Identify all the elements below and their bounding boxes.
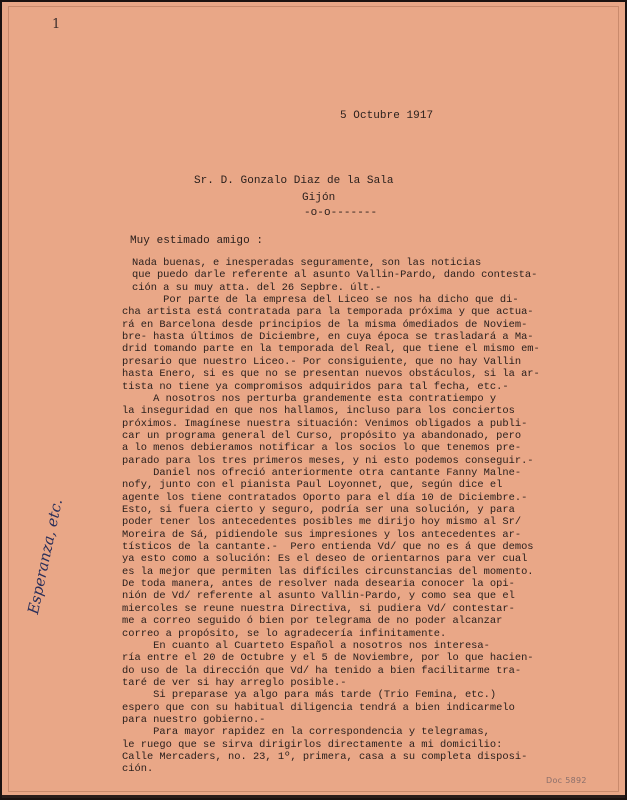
body-line: parado para los tres primeros meses, y ni esto podemos conseguir.- <box>122 454 534 467</box>
recipient-name: Sr. D. Gonzalo Diaz de la Sala <box>194 175 394 187</box>
body-line: próximos. Imagínese nuestra situación: Venimos obligados a publi- <box>122 417 528 430</box>
body-line: agente los tiene contratados Oporto para el día 10 de Diciembre.- <box>122 491 528 504</box>
body-line: poder tener los antecedentes posibles me dirijo hoy mismo al Sr/ <box>122 516 522 529</box>
body-line: es la mejor que permiten las difíciles circunstancias del momento. <box>122 565 534 578</box>
body-line: De toda manera, antes de resolver nada desearia conocer la opi- <box>122 578 515 591</box>
body-line: me a correo seguido ó bien por telegrama de no poder alcanzar <box>122 615 503 628</box>
body-line: tísticos de la cantante.- Pero entienda Vd/ que no es á que demos <box>122 541 534 554</box>
body-line: Daniel nos ofreció anteriormente otra cantante Fanny Malne- <box>122 466 522 479</box>
body-line: Esto, si fuera cierto y seguro, podría ser una solución, y para <box>122 504 515 516</box>
body-line: hasta Enero, si es que no se presentan nuevos obstáculos, si la ar- <box>122 368 540 381</box>
body-line: nofy, junto con el pianista Paul Loyonnet, que, según dice el <box>122 479 503 492</box>
body-line: miercoles se reune nuestra Directiva, si pudiera Vd/ contestar- <box>122 602 515 615</box>
body-line: bre- hasta últimos de Diciembre, en cuya época se trasladará a Ma- <box>122 331 534 344</box>
body-line: Moreira de Sá, pidiendole sus impresiones y los antecedentes ar- <box>122 528 522 541</box>
body-line: cha artista está contratada para la temporada próxima y que actua- <box>122 306 534 319</box>
body-line: para nuestro gobierno.- <box>122 713 266 726</box>
body-line: En cuanto al Cuarteto Español a nosotros nos interesa- <box>122 639 490 652</box>
body-line: la inseguridad en que nos hallamos, incluso para los conciertos <box>122 405 515 418</box>
letter-date: 5 Octubre 1917 <box>340 110 434 122</box>
body-line: ya esto como a solución: Es el deseo de orientarnos para ver cual <box>122 553 528 566</box>
body-line: correo a propósito, se lo agradecería infinitamente. <box>122 627 447 640</box>
body-line: Para mayor rapidez en la correspondencia y telegramas, <box>122 726 490 739</box>
address-rule: -o-o------- <box>304 207 378 219</box>
body-line: tista no tiene ya compromisos adquiridos para tal fecha, etc.- <box>122 380 509 393</box>
body-line: nión de Vd/ referente al asunto Vallin-Pardo, y como sea que el <box>122 590 515 603</box>
body-line: drid tomando parte en la temporada del Real, que tiene el mismo em- <box>122 343 540 356</box>
body-line: taré de ver si hay arreglo posible.- <box>122 676 347 689</box>
body-line: Por parte de la empresa del Liceo se nos ha dicho que di- <box>132 294 519 307</box>
body-line: ción. <box>122 763 154 776</box>
body-line: a lo menos debieramos notificar a los socios lo que tenemos pre- <box>122 442 522 455</box>
body-line: rá en Barcelona desde principios de la misma ómediados de Noviem- <box>122 318 528 331</box>
body-line: car un programa general del Curso, propósito ya abandonado, pero <box>122 429 522 442</box>
scan-edge <box>2 795 625 798</box>
body-line: Nada buenas, e inesperadas seguramente, son las noticias <box>132 257 482 269</box>
body-line: presario que nuestro Liceo.- Por consiguiente, que no hay Vallin <box>122 355 522 368</box>
corner-mark: 1 <box>52 17 61 32</box>
body-line: que puedo darle referente al asunto Vallin-Pardo, dando contesta- <box>132 269 538 282</box>
body-line: le ruego que se sirva dirigirlos directamente a mi domicilio: <box>122 738 503 751</box>
body-line: do uso de la dirección que Vd/ ha tenido a bien facilitarme tra- <box>122 664 522 677</box>
body-line: ría entre el 20 de Octubre y el 5 de Noviembre, por lo que hacien- <box>122 652 534 665</box>
body-line: espero que con su habitual diligencia tendrá a bien indicarmelo <box>122 701 515 714</box>
body-line: Calle Mercaders, no. 23, 1º, primera, casa a su completa disposi- <box>122 751 528 763</box>
body-line: ción a su muy atta. del 26 Sepbre. últ.- <box>132 281 382 294</box>
salutation: Muy estimado amigo : <box>130 235 264 247</box>
handwritten-margin-note: Esperanza, etc. <box>24 497 67 616</box>
body-line: Si preparase ya algo para más tarde (Trio Femina, etc.) <box>122 689 497 702</box>
recipient-city: Gijón <box>302 192 336 204</box>
archive-stamp: Doc 5892 <box>546 776 587 785</box>
body-line: A nosotros nos perturba grandemente esta contratiempo y <box>122 392 497 405</box>
